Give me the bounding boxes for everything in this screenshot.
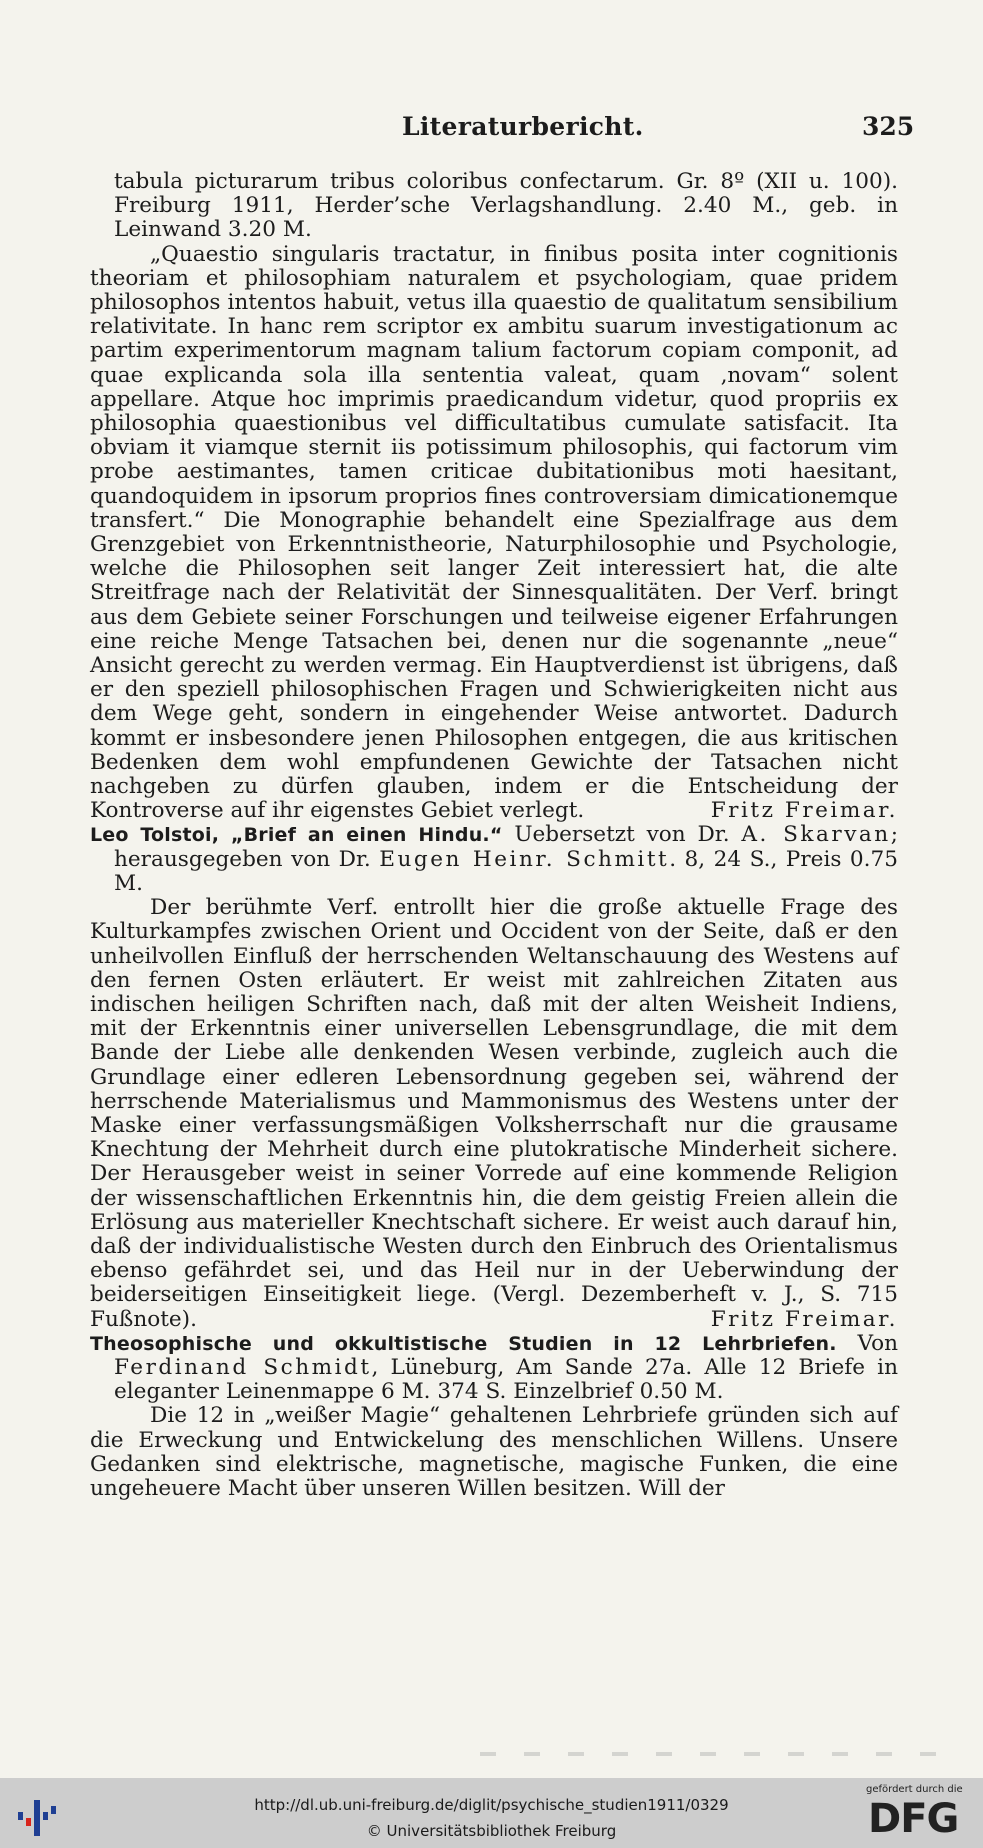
reviewer-signature: Fritz Freimar. bbox=[710, 798, 898, 824]
editor-name: Eugen Heinr. Schmitt bbox=[379, 846, 670, 872]
dfg-caption: gefördert durch die bbox=[866, 1784, 963, 1795]
author-name: Ferdinand Schmidt bbox=[114, 1354, 372, 1380]
review-text: Der berühmte Verf. entrollt hier die große aktuelle Frage des Kulturkampfes zwischen Orient und Occident von der Seite, daß er den unheilvollen Einfluß der herrschenden Weltanschauung des Westens auf den fernen Osten erläutert. Er weist mit zahlreichen Zitaten aus indischen heiligen Schriften nach, daß mit der alten Weisheit Indiens, mit der Erkenntnis einer universellen Lebensgrundlage, die mit dem Bande der Liebe alle denkenden Wesen verbinde, zugleich auch die Grundlage einer edleren Lebensordnung gegeben sei, während der herrschende Materialismus und Mammonismus des Westens unter der Maske einer verfassungsmäßigen Volksherrschaft nur die grausame Knechtung der Mehrheit durch eine plutokratische Minderheit sichere. Der Herausgeber weist in seiner Vorrede auf eine kommende Religion der wissenschaftlichen Erkenntnis hin, die dem geistig Freien allein die Erlösung aus materieller Knechtschaft sichere. Er weist auch darauf hin, daß der individualistische Westen durch den Einbruch des Orientalismus ebenso gefährdet sei, und das Heil nur in der Ueberwindung der beiderseitigen Einseitigkeit liege. (Vergl. Dezemberheft v. J., S. 715 Fußnote). bbox=[90, 895, 898, 1332]
page-body bbox=[90, 170, 898, 1501]
source-url[interactable]: http://dl.ub.uni-freiburg.de/diglit/psychische_studien1911/0329 bbox=[254, 1796, 729, 1814]
entry-3-citation bbox=[90, 1332, 898, 1405]
reviewer-signature: Fritz Freimar. bbox=[710, 1306, 898, 1332]
running-title: Literaturbericht. bbox=[402, 112, 644, 141]
citation-text: . 8, 24 S., Preis 0.75 M. bbox=[114, 846, 898, 896]
citation-text: Uebersetzt von Dr. bbox=[514, 822, 730, 848]
citation-text: , Lüneburg, Am Sande 27a. Alle 12 Briefe in eleganter Leinenmappe 6 M. 374 S. Einzelbrief 0.50 M. bbox=[114, 1354, 898, 1405]
page-header bbox=[0, 112, 983, 148]
entry-3-title: Theosophische und okkultistische Studien in 12 Lehrbriefen. bbox=[90, 1332, 837, 1355]
review-text: „Quaestio singularis tractatur, in finibus posita inter cognitionis theoriam et philosophiam naturalem et psychologiam, quae pridem philosophos intentos habuit, vetus illa quaestio de qualitatum sensibilium relativitate. In hanc rem scriptor ex ambitu suarum investigationum ac partim experimentorum magnam talium factorum copiam componit, ad quae explicanda sola illa sententia valeat, quam ‚novam“ solent appellare. Atque hoc imprimis praedicandum videtur, quod propriis ex philosophia quaestionibus vel difficultatibus cumulate satisfacit. Ita obviam it viamque sternit iis potissimum philosophis, qui factorum vim probe aestimantes, tamen criticae dubitationibus moti haesitant, quandoquidem in ipsorum proprios fines controversiam dimicationemque transfert.“ Die Monographie behandelt eine Spezialfrage aus dem Grenzgebiet von Erkenntnistheorie, Naturphilosophie und Psychologie, welche die Philosophen seit langer Zeit interessiert hat, die alte Streitfrage nach der Relativität der Sinnesqualitäten. Der Verf. bringt aus dem Gebiete seiner Forschungen und teilweise eigener Erfahrungen eine reiche Menge Tatsachen bei, denen nur die sogenannte „neue“ Ansicht gerecht zu werden vermag. Ein Hauptverdienst ist übrigens, daß er den speziell philosophischen Fragen und Schwierigkeiten nicht aus dem Wege geht, sondern in eingehender Weise antwortet. Dadurch kommt er insbesondere jenen Philosophen entgegen, die aus kritischen Bedenken dem wohl empfundenen Gewichte der Tatsachen nicht nachgeben zu dürfen glauben, indem er die Entscheidung der Kontroverse auf ihr eigenstes Gebiet verlegt. bbox=[90, 241, 898, 824]
copyright-notice: © Universitätsbibliothek Freiburg bbox=[366, 1822, 617, 1840]
citation-text: ; herausgegeben von Dr. bbox=[114, 822, 898, 872]
faint-bleedthrough-line bbox=[480, 1752, 940, 1756]
entry-1-continuation: tabula picturarum tribus coloribus confectarum. Gr. 8º (XII u. 100). Freiburg 1911, Herder’sche Verlagshandlung. 2.40 M., geb. in Leinwand 3.20 M. bbox=[114, 169, 898, 243]
page-number: 325 bbox=[862, 112, 915, 141]
dfg-logo: DFG bbox=[868, 1796, 959, 1842]
entry-3-review: Die 12 in „weißer Magie“ gehaltenen Lehrbriefe gründen sich auf die Erweckung und Entwickelung des menschlichen Willens. Unsere Gedanken sind elektrische, magnetische, magische Funken, die eine ungeheuere Macht über unseren Willen besitzen. Will der bbox=[90, 1403, 898, 1501]
footer-bar bbox=[0, 1778, 983, 1848]
translator-name: A. Skarvan bbox=[741, 822, 891, 848]
entry-2-citation bbox=[90, 823, 898, 896]
citation-text: Von bbox=[857, 1330, 898, 1356]
entry-1-review bbox=[90, 243, 898, 824]
entry-2-title: Leo Tolstoi, „Brief an einen Hindu.“ bbox=[90, 824, 503, 847]
entry-2-review bbox=[90, 896, 898, 1332]
